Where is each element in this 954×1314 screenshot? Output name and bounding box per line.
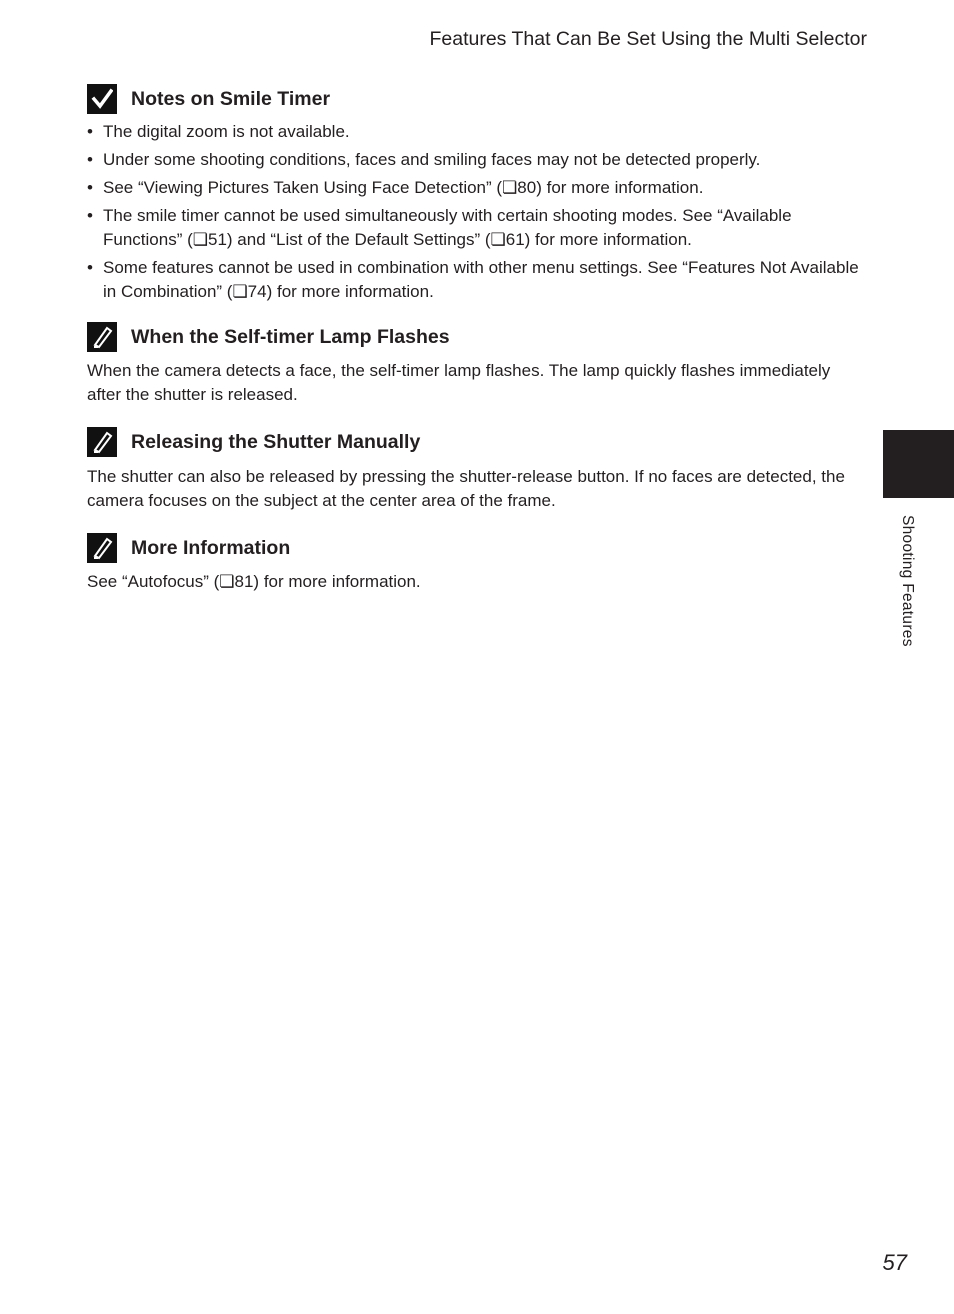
list-item: • Under some shooting conditions, faces and smiling faces may not be detected properly. bbox=[87, 148, 867, 172]
check-icon bbox=[87, 84, 117, 114]
section-heading bbox=[87, 84, 867, 116]
chapter-label: Shooting Features bbox=[899, 515, 916, 647]
bullet-list bbox=[87, 120, 867, 304]
list-item: • The smile timer cannot be used simultaneously with certain shooting modes. See “Available Functions” (❏51) and “List of the Default Settings” (❏61) for more information. bbox=[87, 204, 867, 252]
section-body: When the camera detects a face, the self-timer lamp flashes. The lamp quickly flashes immediately after the shutter is released. bbox=[87, 361, 831, 404]
section-heading bbox=[87, 322, 867, 354]
section-body: The shutter can also be released by pressing the shutter-release button. If no faces are detected, the camera focuses on the subject at the center area of the frame. bbox=[87, 467, 845, 510]
section-notes-smile-timer bbox=[87, 84, 867, 308]
list-item: • Some features cannot be used in combination with other menu settings. See “Features Not Available in Combination” (❏74) for more information. bbox=[87, 256, 867, 304]
section-title: Notes on Smile Timer bbox=[131, 88, 331, 110]
section-title: When the Self-timer Lamp Flashes bbox=[131, 326, 450, 348]
running-header: Features That Can Be Set Using the Multi Selector bbox=[429, 28, 867, 50]
section-releasing-shutter bbox=[87, 427, 867, 513]
list-item: • The digital zoom is not available. bbox=[87, 120, 867, 144]
section-title: More Information bbox=[131, 537, 291, 559]
section-title: Releasing the Shutter Manually bbox=[131, 431, 421, 453]
pencil-icon bbox=[87, 322, 117, 352]
section-heading bbox=[87, 533, 867, 565]
list-item: • See “Viewing Pictures Taken Using Face Detection” (❏80) for more information. bbox=[87, 176, 867, 200]
pencil-icon bbox=[87, 427, 117, 457]
pencil-icon bbox=[87, 533, 117, 563]
section-self-timer-lamp bbox=[87, 322, 867, 407]
section-more-information bbox=[87, 533, 867, 594]
page-number: 57 bbox=[882, 1250, 907, 1275]
section-body: See “Autofocus” (❏81) for more information. bbox=[87, 572, 421, 591]
chapter-tab bbox=[883, 430, 954, 498]
section-heading bbox=[87, 427, 867, 459]
